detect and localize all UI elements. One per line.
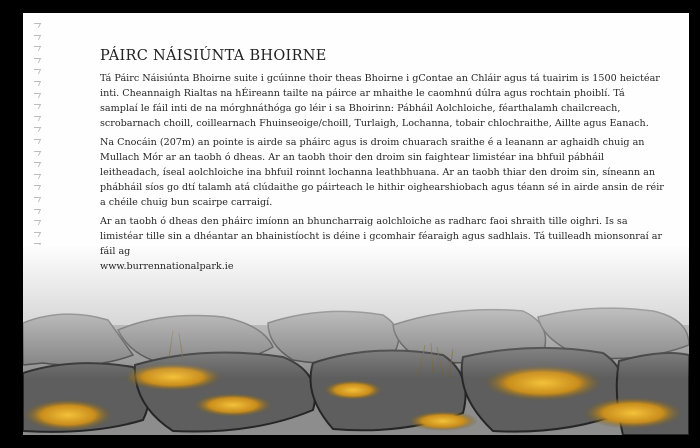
perforation-mark <box>32 23 41 28</box>
perforation-mark <box>32 35 41 40</box>
article-text <box>100 49 665 278</box>
paragraph-management-text: Ar an taobh ó dheas den pháirc imíonn an bhuncharraig aolchloiche as radharc faoi shraith tille oighri. Is sa limistéar tille sin a dhéantar an bhainistíocht is déine i gcomhair féaraigh agus sadhlais. Tá tuilleadh mionsonraí ar fáil ag <box>100 216 663 257</box>
perforation-mark <box>32 69 41 74</box>
perforation-mark <box>32 127 41 132</box>
paragraph-management <box>100 214 665 274</box>
perforation-mark <box>32 151 41 156</box>
perforation-mark <box>32 81 41 86</box>
perforation-mark <box>32 209 41 214</box>
perforation-mark <box>32 46 41 51</box>
perforation-mark <box>32 220 41 225</box>
perforation-mark <box>32 185 41 190</box>
booklet-page <box>23 13 689 435</box>
website-link[interactable]: www.burrennationalpark.ie <box>100 261 234 272</box>
paragraph-geography: Na Cnocáin (207m) an pointe is airde sa pháirc agus is droim chuarach sraithe é a leanann ar aghaidh chuig an Mullach Mór ar an taobh ó dheas. Ar an taobh thoir den droim sin faightear limistéar ina bhfuil pábháil leitheadach, íseal aolchloiche ina bhfuil roinnt lochanna leathbhuana. Ar an taobh thiar den droim sin, síneann an phábháil síos go dtí talamh atá clúdaithe go páirteach le hithir oighearshiobach agus téann sé in airde ansin de réir a chéile chuig bun scairpe carraigí. <box>100 137 664 208</box>
paragraph-intro: Tá Páirc Náisiúnta Bhoirne suite i gcúinne thoir theas Bhoirne i gContae an Chláir agus tá tuairim is 1500 heictéar inti. Cheannaigh Rialtas na hÉireann tailte na páirce ar mhaithe le caomhnú dúlra agus rochtain phoiblí. Tá samplaí le fáil inti de na mórghnáthóga go léir i sa Bhoirinn: Pábháil Aolchloiche, féarthalamh chailcreach, scrobarnach choill, coillearnach Fhuinseoige/choill, Turlaigh, Lochanna, tobair chlochraithe, Aillte agus Eanach. <box>100 73 660 129</box>
perforation-mark <box>32 197 41 202</box>
page-title: PÁIRC NÁISIÚNTA BHOIRNE <box>100 48 327 64</box>
perforation-mark <box>32 162 41 167</box>
perforation-mark <box>32 232 41 237</box>
perforation-mark <box>32 58 41 63</box>
perforation-mark <box>32 174 41 179</box>
perforation-mark <box>32 116 41 121</box>
perforation-mark <box>32 139 41 144</box>
perforation-mark <box>32 93 41 98</box>
perforation-mark <box>32 104 41 109</box>
